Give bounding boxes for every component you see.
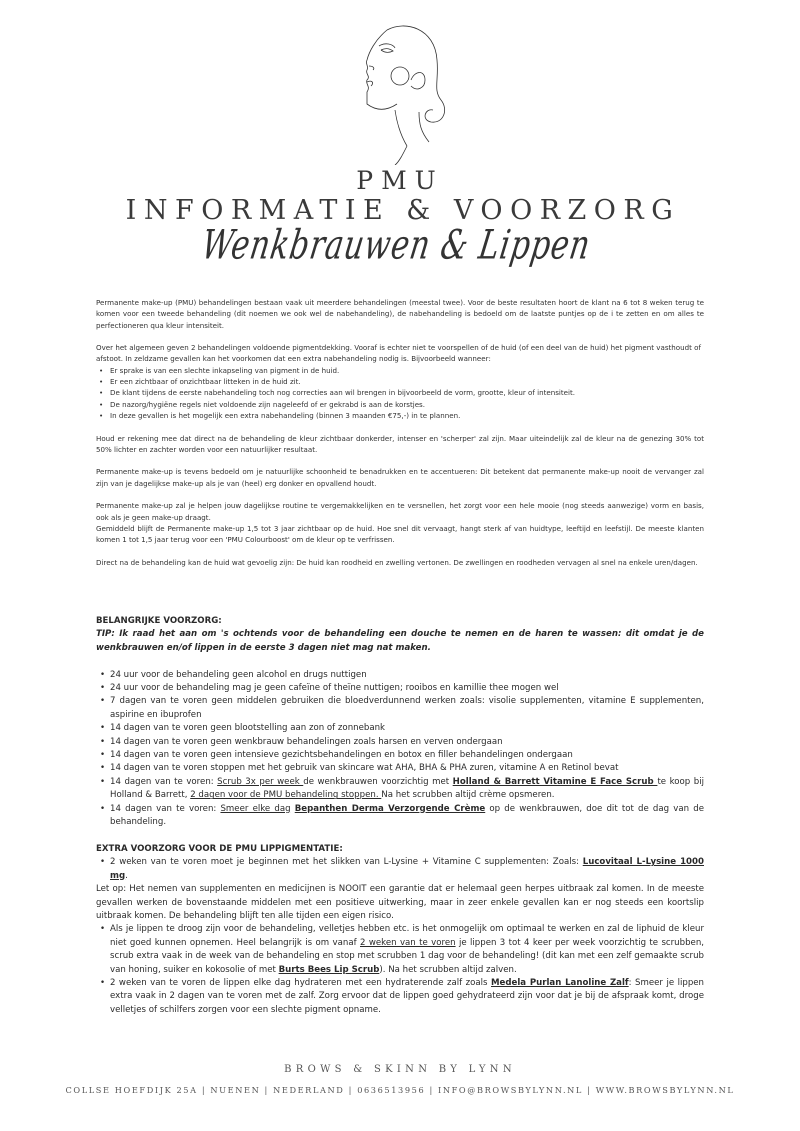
intro-paragraph: Over het algemeen geven 2 behandelingen voldoende pigmentdekking. Vooraf is echter niet te voorspellen of de huid (of een deel van de huid) het pigment vasthoudt of afstoot. In zeldzame gevallen kan het voorkomen dat een extra nabehandeling nodig is. Bijvoorbeeld wanneer: [96, 343, 702, 364]
list-item: • 14 dagen van te voren geen blootstelling aan zon of zonnebank [110, 722, 704, 735]
reasons-list [96, 365, 704, 421]
intro-paragraph: Permanente make-up (PMU) behandelingen bestaan vaak uit meerdere behandelingen (meestal twee). Voor de beste resultaten hoort de klant na 6 tot 8 weken terug te komen voor een tweede behandeling (dit noemen we ook wel de nabehandeling), de nabehandeling is bedoeld om de laatste puntjes op de i te zetten en om alles te perfectioneren qua kleur intensiteit. [96, 298, 704, 330]
intro-paragraph: Gemiddeld blijft de Permanente make-up 1,5 tot 3 jaar zichtbaar op de huid. Hoe snel dit vervaagt, hangt sterk af van huidtype, leeftijd en leefstijl. De meeste klanten komen 1 tot 1,5 jaar terug voor een 'PMU Colourboost' om de kleur op te verfrissen. [96, 523, 704, 545]
page-title: INFORMATIE & VOORZORG [125, 195, 681, 226]
list-item: • 14 dagen van te voren stoppen met het gebruik van skincare wat AHA, BHA & PHA zuren, vitamine A en Retinol bevat [110, 762, 704, 775]
list-item: • Er een zichtbaar of onzichtbaar litteken in de huid zit. [108, 376, 704, 387]
list-item: • In deze gevallen is het mogelijk een extra nabehandeling (binnen 3 maanden €75,-) in te plannen. [108, 410, 704, 421]
note-paragraph: Let op: Het nemen van supplementen en medicijnen is NOOIT een garantie dat er helemaal geen herpes uitbraak zal komen. In de meeste gevallen werken de bovenstaande middelen met een positieve uitwerking, maar in zeer enkele gevallen kan er nog steeds een koortslip uitbraak komen. De behandeling blijft ten alle tijden een eigen risico. [96, 884, 704, 921]
text: ). Na het scrubben altijd zalven. [379, 964, 517, 975]
text: 2 weken van te voren moet je beginnen met het slikken van L-Lysine + Vitamine C supplementen: Zoals: [110, 857, 583, 868]
product-link-bepanthen[interactable]: Bepanthen Derma Verzorgende Crème [294, 803, 486, 814]
intro-paragraph: Permanente make-up zal je helpen jouw dagelijkse routine te vergemakkelijken en te versnellen, het zorgt voor een hele mooie (nog steeds aanwezige) vorm en basis, ook als je geen make-up draagt. [96, 501, 704, 522]
underlined-text: Smeer elke dag [220, 803, 291, 814]
list-item: • 24 uur voor de behandeling mag je geen cafeïne of theïne nuttigen; rooibos en kamillie thee mogen wel [110, 682, 704, 695]
underlined-text: 2 dagen voor de PMU behandeling stoppen. [190, 790, 382, 801]
list-item: • Er sprake is van een slechte inkapseling van pigment in de huid. [108, 365, 704, 376]
text: je lippen 3 tot 4 keer per week voorzichtig te scrubben, scrub extra vaak in de week van de behandeling en stop met scrubben 1 dag voor de behandeling! (dit kan met een zelf gemaakte scrub van honing, suiker en kokosolie of met [110, 937, 704, 975]
subtitle-script: Wenkbrauwen & Lippen [198, 222, 594, 270]
text: te koop bij Holland & Barrett, [110, 776, 704, 801]
title-pmu: PMU [356, 166, 444, 195]
text: 14 dagen van te voren: [110, 803, 221, 814]
product-link-lip-scrub[interactable]: Burts Bees Lip Scrub [278, 964, 380, 975]
section-heading: BELANGRIJKE VOORZORG: [96, 616, 222, 626]
list-item: • 14 dagen van te voren geen wenkbrauw behandelingen zoals harsen en verven ondergaan [110, 736, 704, 749]
product-link-lanoline[interactable]: Medela Purlan Lanoline Zalf [491, 977, 629, 988]
text: op de wenkbrauwen, doe dit tot de dag van de behandeling. [110, 803, 704, 828]
woman-face-line-art-icon [345, 20, 455, 165]
underlined-text: Scrub 3x per week [217, 776, 304, 787]
product-link-lysine[interactable]: Lucovitaal L-Lysine 1000 mg [110, 857, 704, 881]
section-heading: EXTRA VOORZORG VOOR DE PMU LIPPIGMENTATIE: [96, 843, 343, 854]
lippen-list-2 [96, 923, 704, 1017]
list-item-lanoline [110, 977, 704, 1017]
list-item-lysine [110, 856, 704, 883]
underlined-text: 2 weken van te voren [360, 937, 456, 948]
intro-paragraph: Houd er rekening mee dat direct na de behandeling de kleur zichtbaar donkerder, intenser en 'scherper' zal zijn. Maar uiteindelijk zal de kleur na de genezing 30% tot 50% lichter en zachter worden voor een natuurlijker resultaat. [96, 433, 704, 454]
list-item: • De nazorg/hygiëne regels niet voldoende zijn nageleefd of er gekrabd is aan de korstjes. [108, 399, 704, 410]
voorzorg-section [96, 615, 704, 1017]
text: : Smeer je lippen extra vaak in 2 dagen van te voren met de zalf. Zorg ervoor dat de lippen goed gehydrateerd zijn voor dat je bij de afspraak komt, droge velletjes of schilfers zorgen voor een slechte pigment opname. [110, 977, 705, 1015]
text: Na het scrubben altijd crème opsmeren. [381, 790, 555, 801]
list-item-lip-scrub [110, 923, 704, 977]
footer-contact: COLLSE HOEFDIJK 25A | NUENEN | NEDERLAND | 0636513956 | INFO@BROWSBYLYNN.NL | WWW.BROWSBYLYNN.NL [65, 1085, 735, 1095]
list-item-bepanthen [110, 803, 704, 830]
lippen-list [96, 856, 704, 883]
intro-paragraph: Permanente make-up is tevens bedoeld om je natuurlijke schoonheid te benadrukken en te accentueren: Dit betekent dat permanente make-up nooit de vervanger zal zijn van je dagelijkse make-up als je van (heel) erg donker en opvallend houdt. [96, 467, 704, 488]
product-link-face-scrub[interactable]: Holland & Barrett Vitamine E Face Scrub [452, 776, 658, 787]
list-item-scrub [110, 776, 704, 803]
text: 2 weken van te voren de lippen elke dag hydrateren met een hydraterende zalf zoals [110, 977, 491, 988]
voorzorg-list [96, 669, 704, 830]
spacer [96, 829, 704, 842]
tip-text: TIP: Ik raad het aan om 's ochtends voor de behandeling een douche te nemen en de haren te wassen: dit omdat je de wenkbrauwen en/of lippen in de eerste 3 dagen niet mag nat maken. [96, 629, 704, 653]
text: Als je lippen te droog zijn voor de behandeling, velletjes hebben etc. is het onmogelijk om optimaal te werken en zal de liphuid de kleur niet goed kunnen opnemen. Heel belangrijk is om vanaf [110, 924, 704, 948]
intro-paragraph: Direct na de behandeling kan de huid wat gevoelig zijn: De huid kan roodheid en zwelling vertonen. De zwellingen en roodheden vervagen al snel na enkele uren/dagen. [96, 557, 698, 567]
footer-brand: BROWS & SKINN BY LYNN [284, 1064, 516, 1075]
text: de wenkbrauwen voorzichtig met [303, 776, 453, 787]
text: . [125, 870, 128, 881]
intro-section [96, 297, 704, 579]
list-item: • 24 uur voor de behandeling geen alcohol en drugs nuttigen [110, 669, 704, 682]
list-item: • 7 dagen van te voren geen middelen gebruiken die bloedverdunnend werken zoals: visolie supplementen, vitamine E supplementen, aspirine en ibuprofen [110, 695, 704, 722]
list-item: • 14 dagen van te voren geen intensieve gezichtsbehandelingen en botox en filler behandelingen ondergaan [110, 749, 704, 762]
list-item: • De klant tijdens de eerste nabehandeling toch nog correcties aan wil brengen in bijvoorbeeld de vorm, grootte, kleur of intensiteit. [108, 387, 704, 398]
text: 14 dagen van te voren: [110, 776, 218, 787]
